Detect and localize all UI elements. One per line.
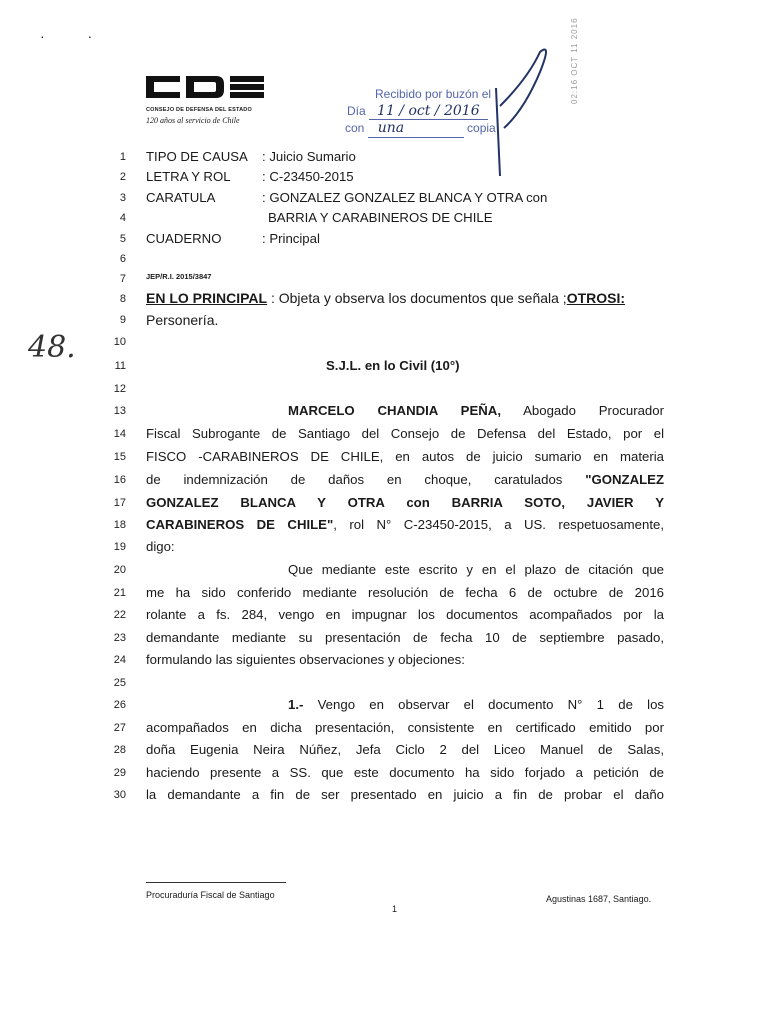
logo-motto: 120 años al servicio de Chile [146, 116, 240, 125]
body-line: acompañados en dicha presentación, consistente en certificado emitido por [146, 720, 664, 735]
body-line: haciendo presente a SS. que este documento ha sido forjado a petición de [146, 765, 664, 780]
line-number: 23 [113, 632, 126, 644]
field-letra-value: : C-23450-2015 [262, 169, 354, 184]
line-number: 19 [113, 541, 126, 553]
stamp-dia-label: Día [347, 104, 366, 118]
reference-code: JEP/R.I. 2015/3847 [146, 272, 212, 281]
line-number: 15 [113, 451, 126, 463]
stamp-line1: Recibido por buzón el [375, 87, 492, 101]
line-number: 4 [119, 212, 126, 224]
cde-logo-mark [146, 76, 266, 98]
field-cuaderno-label: CUADERNO [146, 231, 222, 246]
line-number: 12 [113, 383, 126, 395]
line-number: 8 [119, 293, 126, 305]
line-number: 6 [119, 253, 126, 265]
body-line: doña Eugenia Neira Núñez, Jefa Ciclo 2 del Liceo Manuel de Salas, [146, 742, 664, 757]
field-caratula-value: : GONZALEZ GONZALEZ BLANCA Y OTRA con [262, 190, 548, 205]
body-line: me ha sido conferido mediante resolución de fecha 6 de octubre de 2016 [146, 585, 664, 600]
line-number: 11 [114, 360, 126, 372]
body-line: FISCO -CARABINEROS DE CHILE, en autos de juicio sumario en materia [146, 449, 664, 464]
line-number: 1 [119, 151, 126, 163]
body-line: MARCELO CHANDIA PEÑA, Abogado Procurador [288, 403, 664, 418]
otrosi-label: OTROSI: [566, 290, 626, 306]
field-cuaderno-value: : Principal [262, 231, 320, 246]
line-number: 3 [119, 192, 126, 204]
line-number: 13 [113, 405, 126, 417]
body-line: CARABINEROS DE CHILE", rol N° C-23450-2015, a US. respetuosamente, [146, 517, 664, 532]
line-number: 18 [113, 519, 126, 531]
line-number: 10 [113, 336, 126, 348]
line-number: 21 [113, 587, 126, 599]
line-number: 27 [113, 722, 126, 734]
line-number: 25 [113, 677, 126, 689]
stray-marks: · · [40, 28, 93, 44]
body-line: Que mediante este escrito y en el plazo de citación que [288, 562, 664, 577]
line-number: 16 [113, 474, 126, 486]
body-line: Fiscal Subrogante de Santiago del Consejo de Defensa del Estado, por el [146, 426, 664, 441]
reception-stamp [345, 86, 496, 138]
line-number: 28 [113, 744, 126, 756]
stamp-con-value: una [368, 120, 464, 138]
line-number: 17 [113, 497, 126, 509]
line-number: 24 [113, 654, 126, 666]
line-number: 7 [119, 273, 126, 285]
footer-office: Procuraduría Fiscal de Santiago [146, 890, 275, 900]
footer-rule [146, 882, 286, 883]
line-number: 20 [113, 564, 126, 576]
principal-line-2: Personería. [146, 312, 219, 328]
cde-logo [146, 76, 272, 125]
line-number: 22 [113, 609, 126, 621]
field-caratula-label: CARATULA [146, 190, 216, 205]
body-line: de indemnización de daños en choque, caratulados "GONZALEZ [146, 472, 664, 487]
stamp-con-label: con [345, 121, 365, 135]
field-tipo-label: TIPO DE CAUSA [146, 149, 248, 164]
body-line: la demandante a fin de ser presentado en juicio a fin de probar el daño [146, 787, 664, 802]
margin-handwritten-note: 48. [28, 330, 76, 365]
stamp-copia-label: copia [467, 121, 496, 135]
line-number: 29 [113, 767, 126, 779]
field-letra-label: LETRA Y ROL [146, 169, 231, 184]
body-line: rolante a fs. 284, vengo en impugnar los documentos acompañados por la [146, 607, 664, 622]
body-line: digo: [146, 539, 175, 554]
body-line: GONZALEZ BLANCA Y OTRA con BARRIA SOTO, JAVIER Y [146, 495, 664, 510]
principal-text: : Objeta y observa los documentos que señala ; [267, 290, 567, 306]
side-date-stamp: 02:16 OCT 11 2016 [570, 17, 579, 104]
line-number: 2 [119, 171, 126, 183]
principal-lead: EN LO PRINCIPAL [146, 290, 268, 306]
body-line: formulando las siguientes observaciones y objeciones: [146, 652, 465, 667]
signature-scribble [480, 44, 560, 184]
body-line: 1.- Vengo en observar el documento N° 1 de los [288, 697, 664, 712]
line-number: 30 [113, 789, 126, 801]
logo-org-name: CONSEJO DE DEFENSA DEL ESTADO [146, 107, 252, 113]
line-number: 14 [113, 428, 126, 440]
line-number: 5 [119, 233, 126, 245]
footer-address: Agustinas 1687, Santiago. [546, 894, 652, 904]
field-caratula-value-2: BARRIA Y CARABINEROS DE CHILE [268, 210, 493, 225]
field-tipo-value: : Juicio Sumario [262, 149, 356, 164]
stamp-dia-value: 11 / oct / 2016 [369, 103, 488, 120]
principal-line [146, 290, 625, 306]
page-number: 1 [392, 904, 398, 914]
court-heading: S.J.L. en lo Civil (10°) [326, 358, 460, 373]
line-number: 26 [113, 699, 126, 711]
line-number: 9 [119, 314, 126, 326]
body-line: demandante mediante su presentación de fecha 10 de septiembre pasado, [146, 630, 664, 645]
